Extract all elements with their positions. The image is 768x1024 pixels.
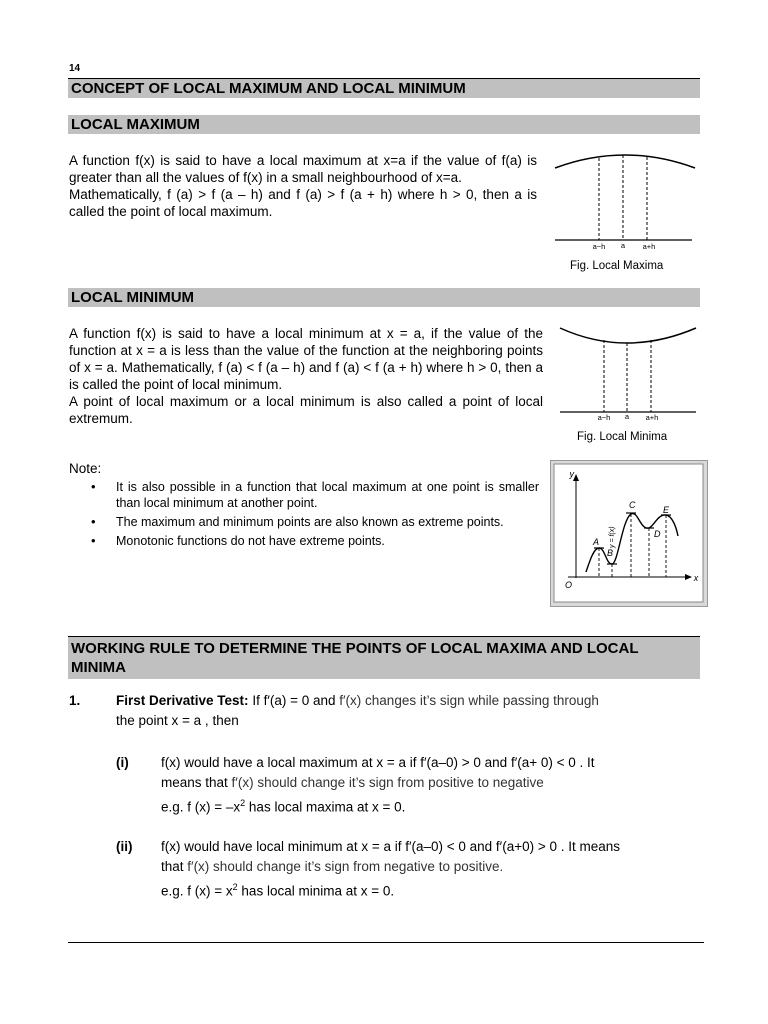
rule-1-text-c: the point x = a , then — [116, 713, 239, 728]
sub-i-example-a: e.g. f (x) = –x — [161, 799, 241, 815]
minima-label-a: a — [624, 412, 630, 421]
point-C-label: C — [629, 500, 636, 510]
main-heading: CONCEPT OF LOCAL MAXIMUM AND LOCAL MINIMUM — [68, 78, 700, 98]
sub-ii-line2-a: that — [161, 859, 188, 874]
point-B-label: B — [607, 548, 614, 558]
sub-i-example-b: has local maxima at x = 0. — [245, 799, 406, 815]
note-item: • It is also possible in a function that local maximum at one point is smaller than local minimum at another point. — [69, 479, 539, 511]
sub-i-line2-b: f′(x) should change it’s sign from positive to negative — [231, 775, 544, 790]
local-min-definition: A function f(x) is said to have a local minimum at x = a, if the value of the function at x = a is less than the value of the function at the neighboring points of x = a. Mathematically, f (a) < f (a – h) and f (a) < f (a + h) where h > 0, then a is called the point of local minimum. — [69, 326, 543, 392]
sub-ii-line2-b: f′(x) should change it’s sign from negative to positive. — [187, 859, 504, 874]
rule-1-title: First Derivative Test: — [116, 693, 249, 708]
page-number: 14 — [69, 63, 81, 74]
local-maxima-caption: Fig. Local Maxima — [570, 260, 664, 272]
footer-rule — [68, 942, 704, 943]
note-list — [69, 479, 539, 552]
local-max-definition: A function f(x) is said to have a local maximum at x=a if the value of f(a) is greater than all the values of f(x) in a small neighbourhood of x=a. — [69, 153, 537, 185]
sub-i-line2-a: means that — [161, 775, 232, 790]
minima-label-a-plus-h: a+h — [645, 413, 659, 422]
origin-label: O — [565, 580, 573, 590]
maxima-curve — [555, 155, 695, 168]
local-min-heading: LOCAL MINIMUM — [68, 288, 700, 307]
rule-1-sub-ii — [116, 837, 699, 899]
rule-1-sub-i — [116, 753, 699, 815]
maxima-label-a-plus-h: a+h — [642, 242, 656, 251]
sub-i-line1: f(x) would have a local maximum at x = a if f′(a–0) > 0 and f′(a+ 0) < 0 . It — [161, 755, 595, 770]
sub-i-number: (i) — [116, 755, 129, 770]
minima-label-a-minus-h: a−h — [597, 413, 611, 422]
maxima-label-a-minus-h: a−h — [592, 242, 606, 251]
local-minima-caption: Fig. Local Minima — [577, 431, 668, 443]
point-D-label: D — [654, 529, 661, 539]
point-A-label: A — [593, 537, 600, 547]
local-minima-figure — [556, 318, 706, 428]
note-label: Note: — [69, 461, 102, 476]
note-item: • Monotonic functions do not have extreme points. — [69, 533, 539, 549]
local-max-text — [69, 152, 537, 220]
local-min-extremum: A point of local maximum or a local minimum is also called a point of local extremum. — [69, 394, 543, 426]
y-axis-label: y — [569, 469, 574, 479]
maxima-label-a: a — [620, 241, 626, 250]
working-rule-heading: WORKING RULE TO DETERMINE THE POINTS OF LOCAL MAXIMA AND LOCAL MINIMA — [68, 636, 700, 679]
curve-label: y = f(x) — [609, 526, 616, 548]
sub-ii-example-sup: 2 — [232, 882, 238, 892]
sub-ii-example-a: e.g. f (x) = x — [161, 883, 233, 899]
point-E-label: E — [663, 505, 670, 515]
note-item: • The maximum and minimum points are also known as extreme points. — [69, 514, 539, 530]
rule-1-text-b: f′(x) changes it’s sign while passing through — [339, 693, 599, 708]
rule-1-number: 1. — [69, 693, 81, 708]
sub-ii-line1: f(x) would have local minimum at x = a if f′(a–0) < 0 and f′(a+0) > 0 . It means — [161, 839, 621, 854]
minima-curve — [560, 328, 696, 343]
local-maxima-figure — [550, 148, 700, 253]
local-max-heading: LOCAL MAXIMUM — [68, 115, 700, 134]
x-axis-label: x — [693, 573, 699, 583]
local-min-text — [69, 325, 543, 427]
sub-ii-number: (ii) — [116, 839, 133, 854]
rule-1 — [69, 691, 699, 733]
sub-ii-example-b: has local minima at x = 0. — [237, 883, 395, 899]
extremum-graph — [550, 460, 708, 607]
local-max-mathematically: Mathematically, f (a) > f (a – h) and f (a) > f (a + h) where h > 0, then a is called the point of local maximum. — [69, 187, 537, 219]
rule-1-text-a: If f′(a) = 0 and — [248, 693, 340, 708]
sub-i-example-sup: 2 — [240, 798, 246, 808]
